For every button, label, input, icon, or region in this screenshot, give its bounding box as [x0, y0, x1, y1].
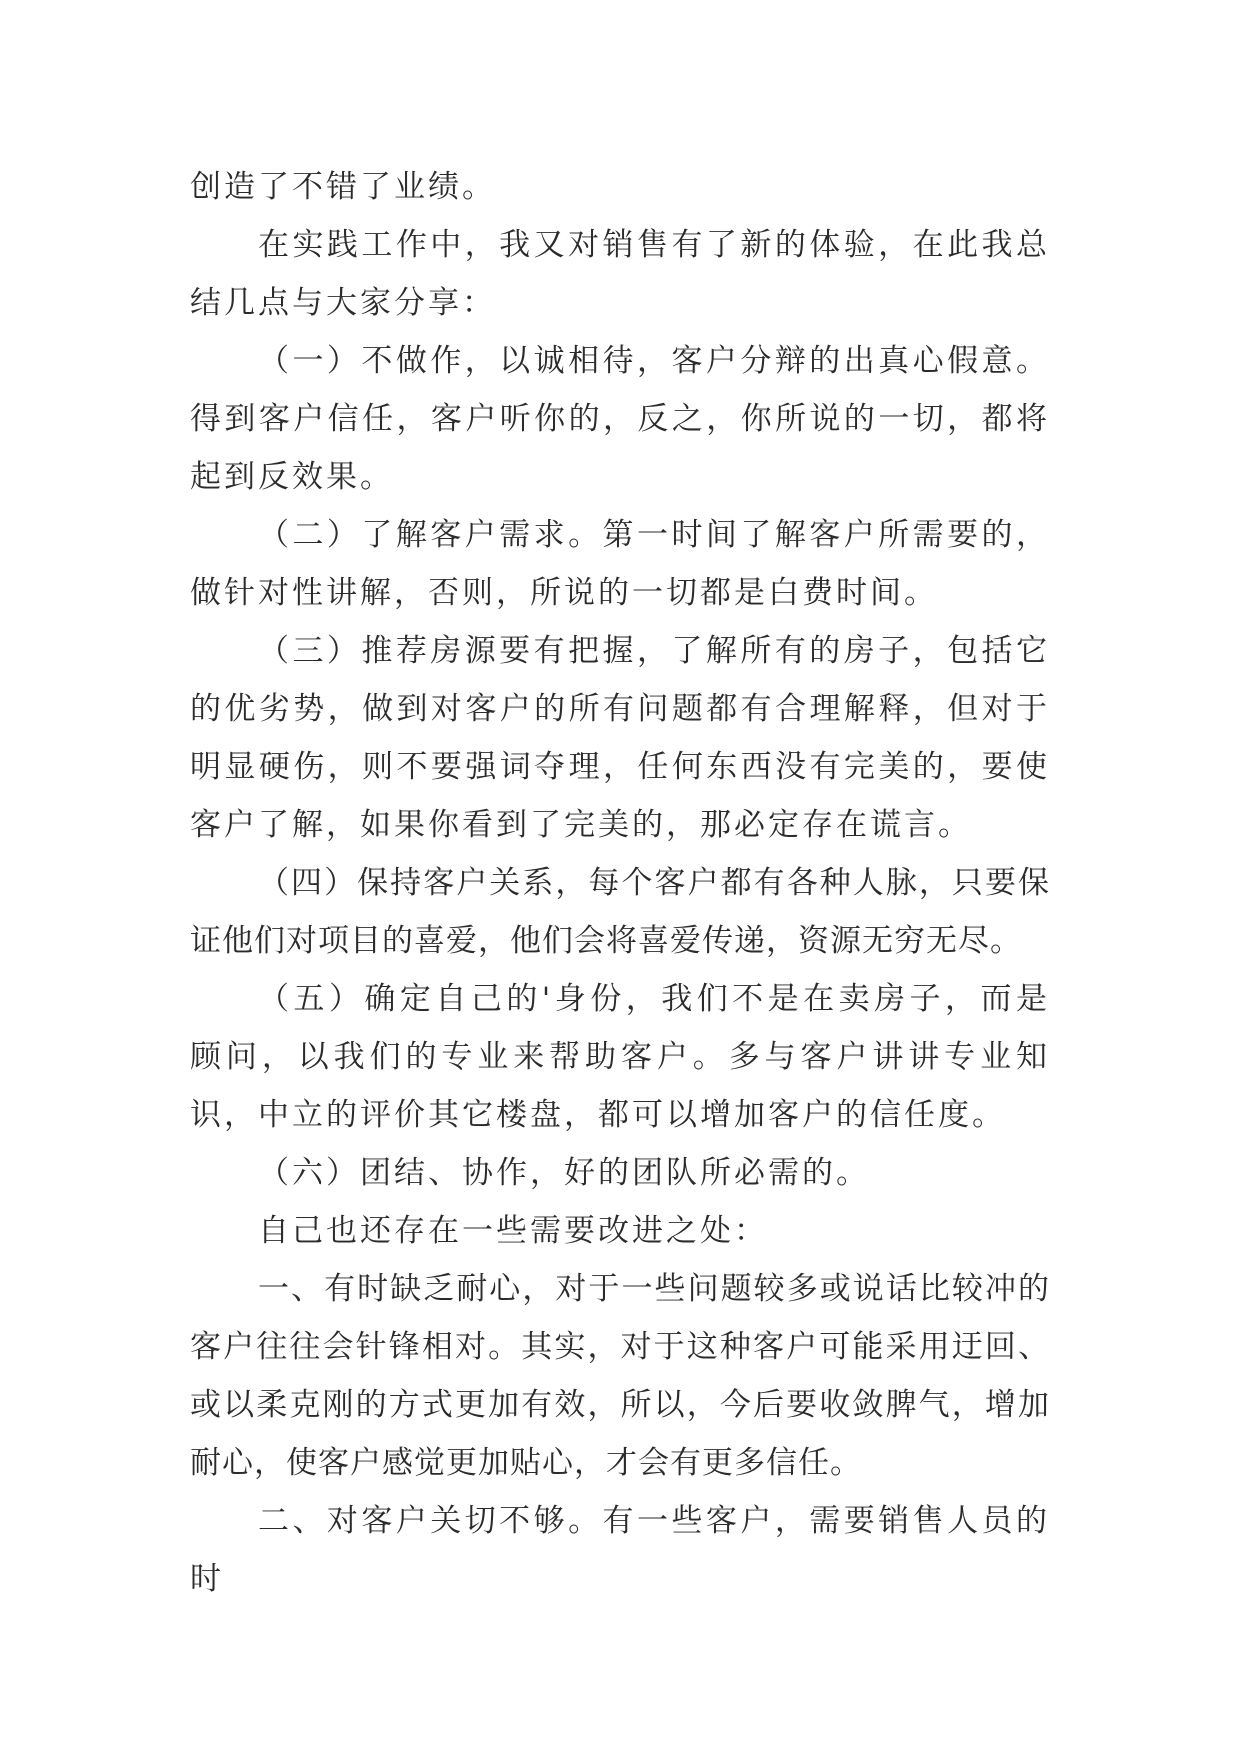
paragraph: 创造了不错了业绩。 [190, 169, 496, 205]
paragraph: 在实践工作中，我又对销售有了新的体验，在此我总结几点与大家分享： [190, 227, 1050, 321]
paragraph: （六）团结、协作，好的团队所必需的。 [258, 1155, 870, 1191]
document-body [190, 158, 1050, 1608]
paragraph: （四）保持客户关系，每个客户都有各种人脉，只要保证他们对项目的喜爱，他们会将喜爱传递，资源无穷无尽。 [190, 865, 1050, 959]
paragraph: 自己也还存在一些需要改进之处： [258, 1213, 768, 1249]
paragraph: 一、有时缺乏耐心，对于一些问题较多或说话比较冲的客户往往会针锋相对。其实，对于这种客户可能采用迂回、或以柔克刚的方式更加有效，所以，今后要收敛脾气，增加耐心，使客户感觉更加贴心，才会有更多信任。 [190, 1271, 1050, 1481]
paragraph: 二、对客户关切不够。有一些客户，需要销售人员的时 [190, 1503, 1050, 1597]
paragraph: （五）确定自己的'身份，我们不是在卖房子，而是顾问，以我们的专业来帮助客户。多与客户讲讲专业知识，中立的评价其它楼盘，都可以增加客户的信任度。 [190, 981, 1050, 1133]
paragraph: （三）推荐房源要有把握，了解所有的房子，包括它的优劣势，做到对客户的所有问题都有合理解释，但对于明显硬伤，则不要强词夺理，任何东西没有完美的，要使客户了解，如果你看到了完美的，那必定存在谎言。 [190, 633, 1050, 843]
paragraph: （二）了解客户需求。第一时间了解客户所需要的，做针对性讲解，否则，所说的一切都是白费时间。 [190, 517, 1050, 611]
paragraph: （一）不做作，以诚相待，客户分辩的出真心假意。得到客户信任，客户听你的，反之，你所说的一切，都将起到反效果。 [190, 343, 1050, 495]
